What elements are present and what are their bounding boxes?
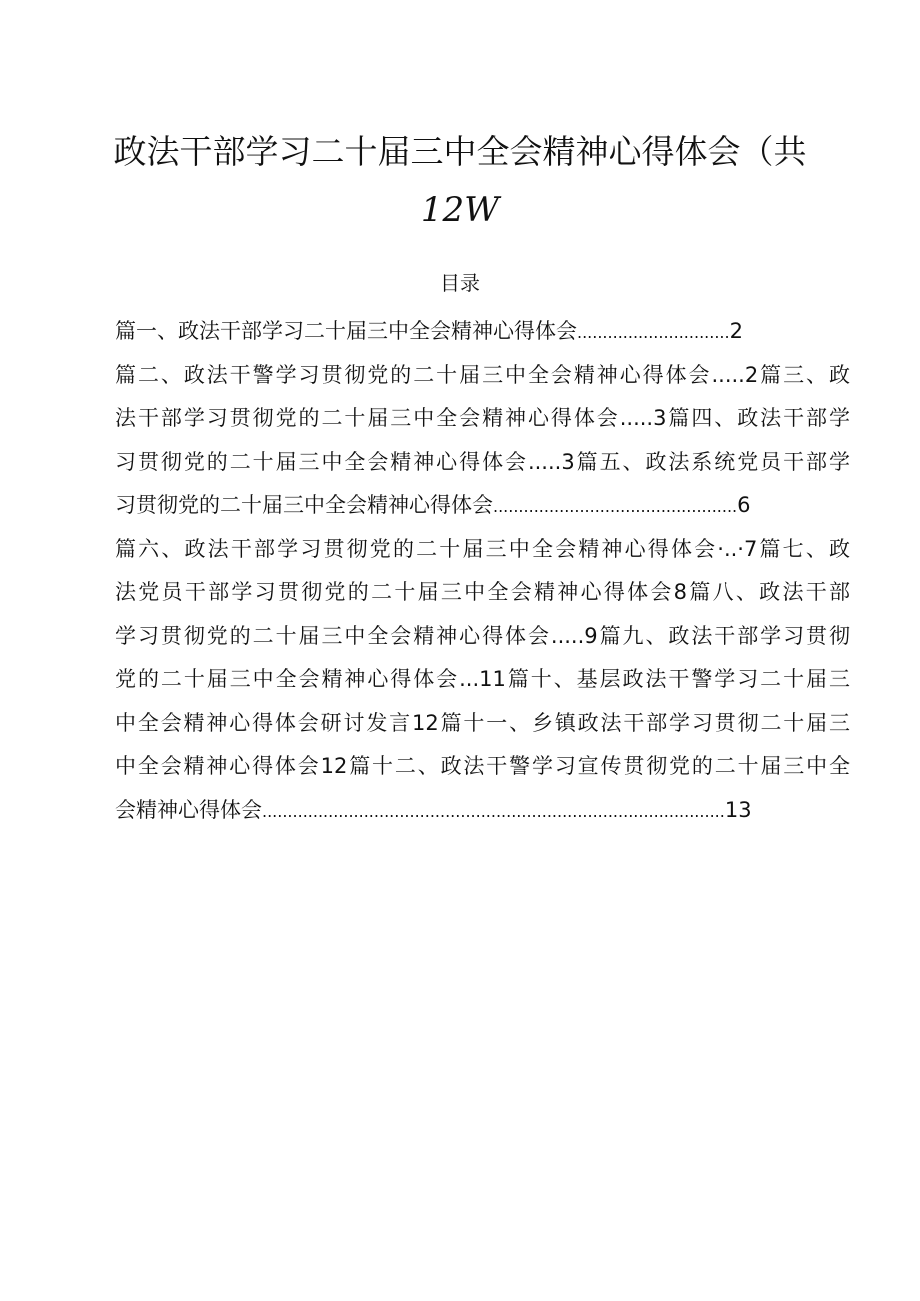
toc-line-text: 党的二十届三中全会精神心得体会...11篇十、基层政法干警学习二十届三	[115, 667, 850, 691]
document-title: 政法干部学习二十届三中全会精神心得体会（共	[113, 132, 807, 171]
toc-line	[115, 751, 850, 781]
toc-leader-dots: ................................................	[493, 497, 738, 516]
toc-line	[115, 621, 850, 651]
toc-line	[115, 490, 820, 522]
toc-line-text: 中全会精神心得体会研讨发言12篇十一、乡镇政法干部学习贯彻二十届三	[115, 710, 850, 735]
toc-line	[115, 447, 850, 477]
toc-page-number: 6	[737, 493, 751, 517]
toc-line	[115, 708, 850, 738]
toc-page-number: 2	[729, 319, 743, 343]
document-title-continued: 12W	[420, 190, 500, 230]
toc-line	[115, 664, 850, 694]
toc-line-text: 学习贯彻党的二十届三中全会精神心得体会.....9篇九、政法干部学习贯彻	[115, 623, 850, 648]
toc-line-text: 法干部学习贯彻党的二十届三中全会精神心得体会.....3篇四、政法干部学	[115, 406, 850, 430]
toc-line-text: 习贯彻党的二十届三中全会精神心得体会	[115, 493, 493, 517]
toc-line-text: 篇六、政法干部学习贯彻党的二十届三中全会精神心得体会·..·7篇七、政	[115, 536, 850, 561]
toc-leader-dots: ..............................	[577, 323, 730, 342]
toc-heading: 目录	[440, 271, 480, 295]
toc-leader-dots: ...........................................................................................	[262, 801, 725, 821]
toc-line	[115, 795, 820, 827]
toc-line-text: 法党员干部学习贯彻党的二十届三中全会精神心得体会8篇八、政法干部	[115, 580, 850, 604]
toc-line-text: 中全会精神心得体会12篇十二、政法干警学习宣传贯彻党的二十届三中全	[115, 754, 850, 778]
toc-line	[115, 534, 850, 564]
toc-line-text: 篇一、政法干部学习二十届三中全会精神心得体会	[115, 319, 577, 343]
toc-line-text: 习贯彻党的二十届三中全会精神心得体会.....3篇五、政法系统党员干部学	[115, 449, 850, 474]
toc-line	[115, 360, 850, 390]
toc-line-text: 篇二、政法干警学习贯彻党的二十届三中全会精神心得体会.....2篇三、政	[115, 362, 850, 387]
toc-line	[115, 316, 820, 348]
toc-page-number: 13	[724, 797, 752, 822]
toc-line	[115, 403, 850, 433]
toc-line	[115, 577, 850, 607]
toc-line-text: 会精神心得体会	[115, 797, 262, 822]
